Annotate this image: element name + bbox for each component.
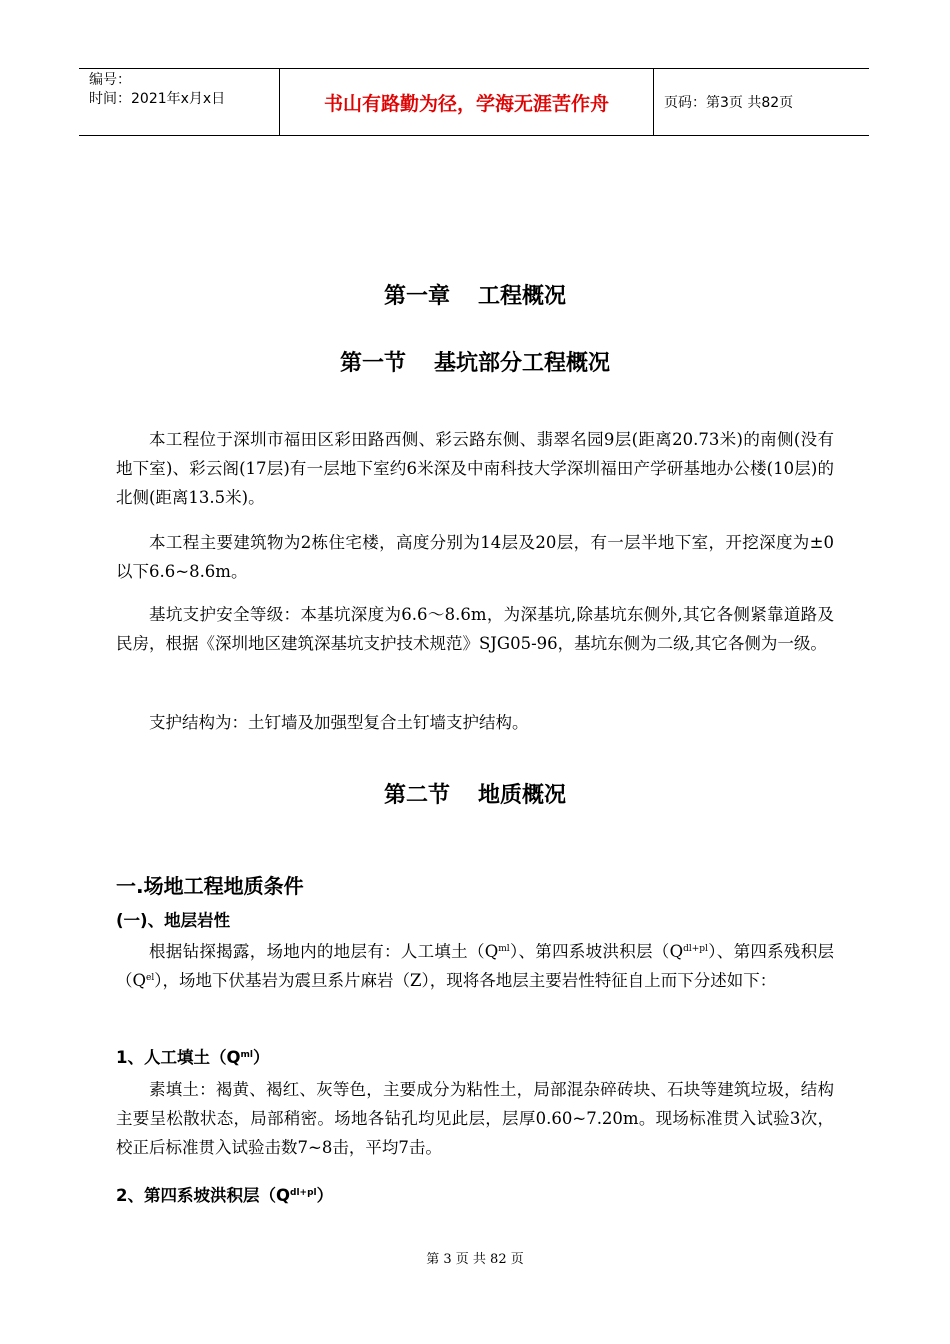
page-info: 页码：第3页 共82页 — [664, 95, 794, 111]
heading-alluvial — [116, 1182, 333, 1206]
section-name: 基坑部分工程概况 — [434, 351, 611, 376]
paragraph-strata — [116, 937, 834, 995]
alluvial-heading-sup: dl+pl — [290, 1188, 317, 1198]
time-label: 时间：2021年x月x日 — [89, 91, 226, 107]
paragraph-support-structure: 支护结构为：土钉墙及加强型复合土钉墙支护结构。 — [149, 713, 529, 732]
alluvial-heading-text: 2、第四系坡洪积层（Q — [116, 1186, 291, 1205]
paragraph-buildings: 本工程主要建筑物为2栋住宅楼，高度分别为14层及20层，有一层半地下室，开挖深度为±0以下6.6~8.6m。 — [116, 533, 834, 581]
heading-artificial-fill — [116, 1044, 269, 1068]
section-number: 第二节 — [383, 783, 450, 808]
section-title — [0, 346, 950, 377]
strata-sup-2: dl+pl — [683, 944, 708, 954]
strata-text-2: ）、第四系坡洪积层（Q — [509, 942, 684, 961]
fill-heading-text: 1、人工填土（Q — [116, 1048, 241, 1067]
chapter-name: 工程概况 — [478, 284, 567, 309]
strata-text-1: 根据钻探揭露，场地内的地层有：人工填土（Q — [149, 942, 499, 961]
strata-sup-3: el — [146, 973, 155, 983]
chapter-title — [0, 279, 950, 310]
section-title — [0, 778, 950, 809]
strata-text-3: ）、第四系残积层（Q — [116, 942, 834, 990]
fill-heading-sup: ml — [240, 1050, 253, 1060]
paragraph-safety-level: 基坑支护安全等级：本基坑深度为6.6～8.6m，为深基坑,除基坑东侧外,其它各侧紧靠道路及民房，根据《深圳地区建筑深基坑支护技术规范》SJG05-96，基坑东侧为二级,其它各侧为一级。 — [116, 605, 834, 653]
alluvial-heading-close: ） — [316, 1186, 334, 1205]
strata-text-4: ），场地下伏基岩为震旦系片麻岩（Z），现将各地层主要岩性特征自上而下分述如下： — [154, 971, 777, 990]
code-label: 编号： — [89, 72, 131, 88]
chapter-number: 第一章 — [383, 284, 450, 309]
fill-heading-close: ） — [252, 1048, 270, 1067]
section-number: 第一节 — [339, 351, 406, 376]
strata-sup-1: ml — [498, 944, 510, 954]
header-meta-cell — [79, 69, 280, 135]
section-name: 地质概况 — [478, 783, 567, 808]
header-table — [79, 68, 869, 136]
motto: 书山有路勤为径，学海无涯苦作舟 — [280, 69, 654, 135]
heading-site-conditions: 一.场地工程地质条件 — [116, 874, 304, 898]
heading-strata: (一)、地层岩性 — [116, 911, 231, 930]
paragraph-location: 本工程位于深圳市福田区彩田路西侧、彩云路东侧、翡翠名园9层(距离20.73米)的南侧(没有地下室)、彩云阁(17层)有一层地下室约6米深及中南科技大学深圳福田产学研基地办公楼(10层)的北侧(距离13.5米)。 — [116, 430, 834, 507]
paragraph-fill: 素填土：褐黄、褐红、灰等色，主要成分为粘性土，局部混杂碎砖块、石块等建筑垃圾，结构主要呈松散状态，局部稍密。场地各钻孔均见此层，层厚0.60~7.20m。现场标准贯入试验3次，校正后标准贯入试验击数7~8击，平均7击。 — [116, 1080, 834, 1157]
page-footer: 第 3 页 共 82 页 — [426, 1252, 524, 1267]
